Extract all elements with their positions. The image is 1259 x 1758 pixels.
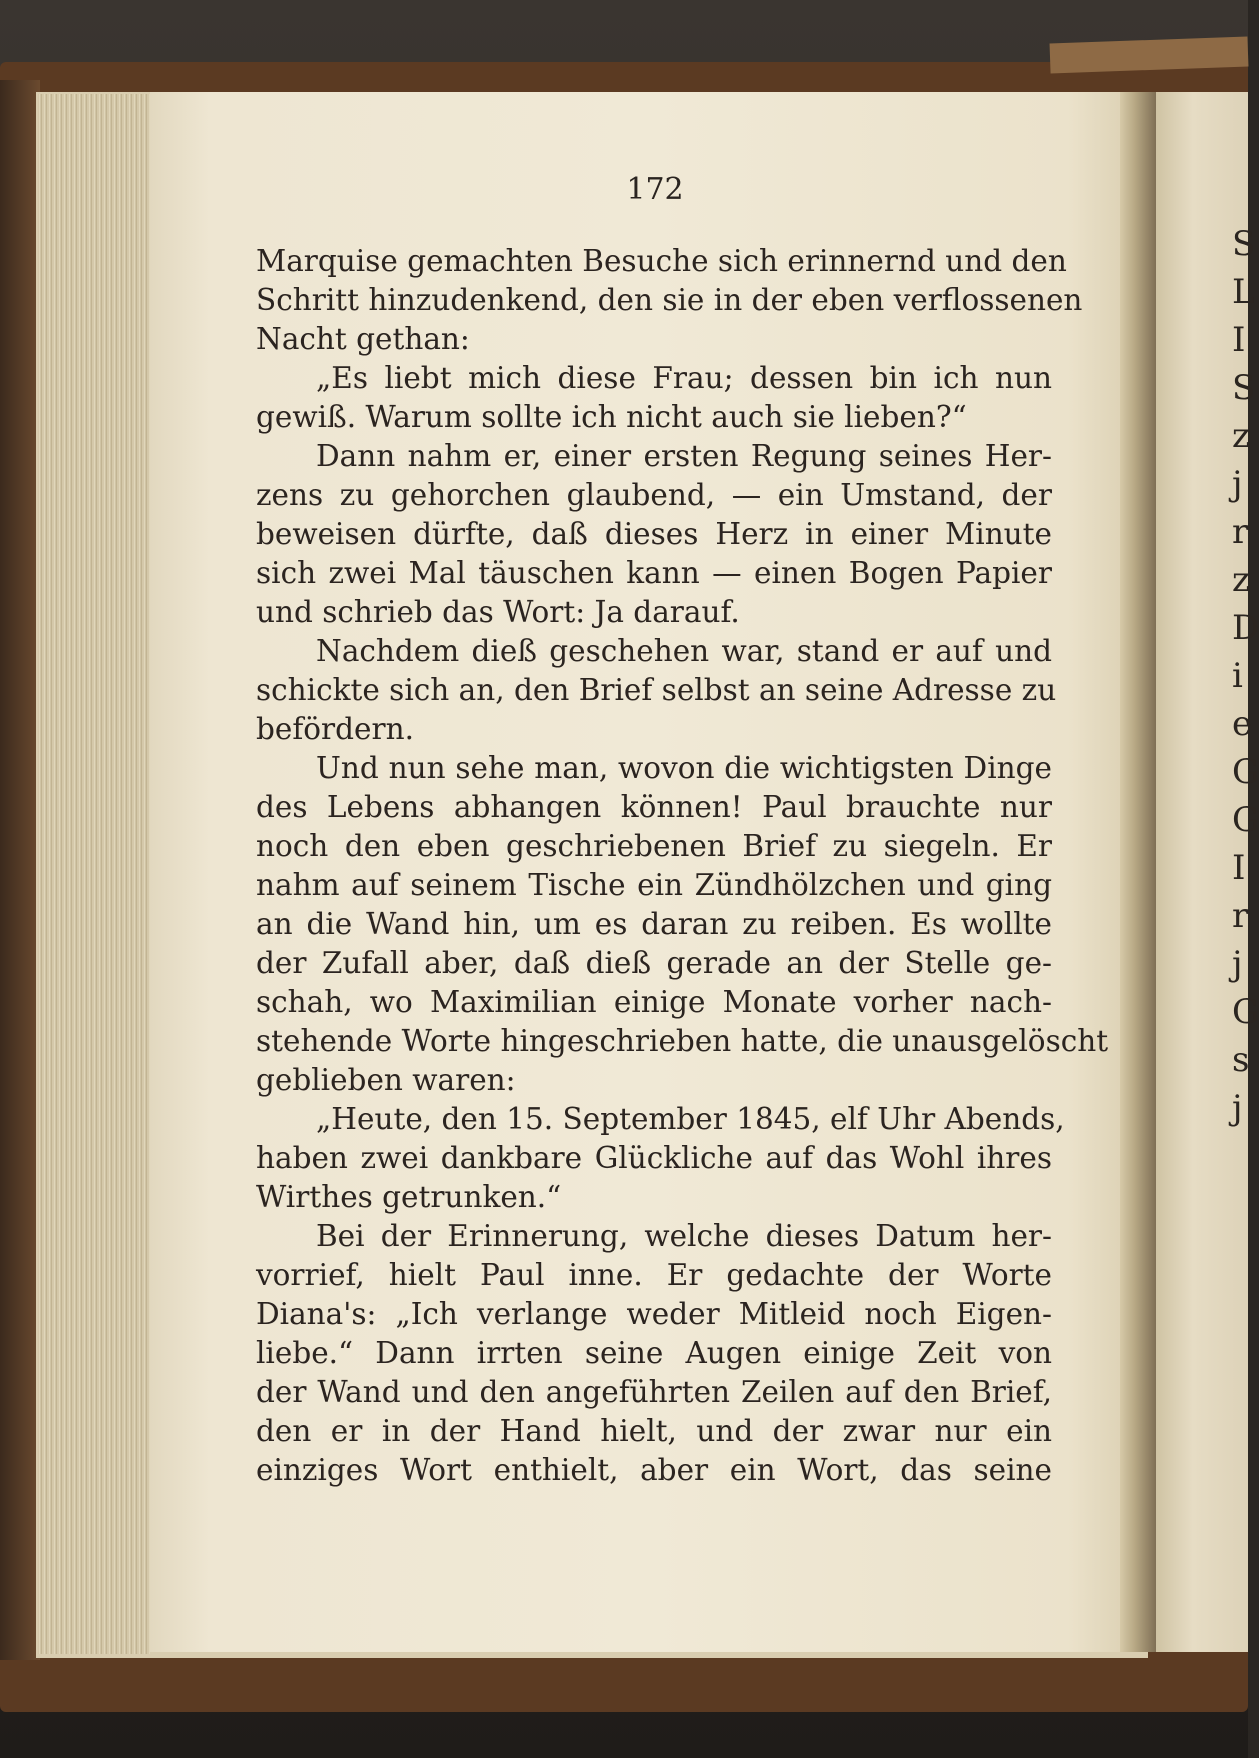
facing-page-char: D <box>1232 608 1259 648</box>
facing-page-char: S <box>1232 368 1256 408</box>
text-line: sich zwei Mal täuschen kann — einen Bogen Papier <box>256 556 1052 590</box>
text-line: Nacht gethan: <box>256 322 470 356</box>
facing-page-char: j <box>1232 944 1243 984</box>
text-line: Bei der Erinnerung, welche dieses Datum her- <box>316 1219 1052 1253</box>
facing-page-char: j <box>1232 1088 1243 1128</box>
facing-page-char: j <box>1232 464 1243 504</box>
cover-edge <box>0 80 40 1660</box>
facing-page-char: i <box>1232 656 1243 696</box>
text-line: schah, wo Maximilian einige Monate vorher nach- <box>256 985 1052 1019</box>
facing-page-char: S <box>1232 224 1256 264</box>
text-line: einziges Wort enthielt, aber ein Wort, das seine <box>256 1453 1052 1487</box>
text-line: befördern. <box>256 712 414 746</box>
facing-page-char: e <box>1232 704 1253 744</box>
page-body-text <box>256 242 1109 1490</box>
facing-page-char: r <box>1232 512 1249 552</box>
text-line: Diana's: „Ich verlange weder Mitleid noch Eigen- <box>256 1297 1052 1331</box>
text-line: noch den eben geschriebenen Brief zu siegeln. Er <box>256 829 1052 863</box>
text-line: Und nun sehe man, wovon die wichtigsten Dinge <box>316 751 1052 785</box>
facing-page-char: I <box>1232 848 1246 888</box>
text-line: des Lebens abhangen können! Paul brauchte nur <box>256 790 1052 824</box>
page-edges <box>38 94 150 1654</box>
facing-page-char: L <box>1232 272 1255 312</box>
text-line: vorrief, hielt Paul inne. Er gedachte der Worte <box>256 1258 1052 1292</box>
text-line: Dann nahm er, einer ersten Regung seines Her- <box>316 439 1052 473</box>
facing-page-char: I <box>1232 320 1246 360</box>
facing-page-char: G <box>1232 752 1259 792</box>
text-line: der Wand und den angeführten Zeilen auf den Brief, <box>256 1375 1052 1409</box>
text-line: und schrieb das Wort: Ja darauf. <box>256 595 740 629</box>
page-number: 172 <box>626 172 684 207</box>
facing-page-char: s <box>1232 1040 1250 1080</box>
text-line: gewiß. Warum sollte ich nicht auch sie lieben?“ <box>256 400 967 434</box>
text-line: Wirthes getrunken.“ <box>256 1180 562 1214</box>
facing-page-char: z <box>1232 560 1250 600</box>
text-line: beweisen dürfte, daß dieses Herz in einer Minute <box>256 517 1052 551</box>
book-gutter <box>1120 92 1156 1652</box>
text-line: Marquise gemachten Besuche sich erinnernd und den <box>256 244 1067 278</box>
text-line: haben zwei dankbare Glückliche auf das Wohl ihres <box>256 1141 1052 1175</box>
text-line: der Zufall aber, daß dieß gerade an der Stelle ge- <box>256 946 1052 980</box>
text-line: den er in der Hand hielt, und der zwar nur ein <box>256 1414 1052 1448</box>
text-line: „Es liebt mich diese Frau; dessen bin ich nun <box>316 361 1052 395</box>
text-line: geblieben waren: <box>256 1063 516 1097</box>
text-line: liebe.“ Dann irrten seine Augen einige Zeit von <box>256 1336 1052 1370</box>
text-line: Nachdem dieß geschehen war, stand er auf und <box>316 634 1052 668</box>
text-line: Schritt hinzudenkend, den sie in der eben verflossenen <box>256 283 1083 317</box>
text-line: stehende Worte hingeschrieben hatte, die unausgelöscht <box>256 1024 1109 1058</box>
facing-page-char: G <box>1232 992 1259 1032</box>
text-line: an die Wand hin, um es daran zu reiben. Es wollte <box>256 907 1052 941</box>
facing-page-char: r <box>1232 896 1249 936</box>
text-line: zens zu gehorchen glaubend, — ein Umstand, der <box>256 478 1052 512</box>
text-line: nahm auf seinem Tische ein Zündhölzchen und ging <box>256 868 1052 902</box>
facing-page-char: G <box>1232 800 1259 840</box>
text-line: „Heute, den 15. September 1845, elf Uhr Abends, <box>316 1102 1065 1136</box>
facing-page-char: z <box>1232 416 1250 456</box>
facing-page-fragments <box>1232 220 1259 1470</box>
text-line: schickte sich an, den Brief selbst an seine Adresse zu <box>256 673 1057 707</box>
